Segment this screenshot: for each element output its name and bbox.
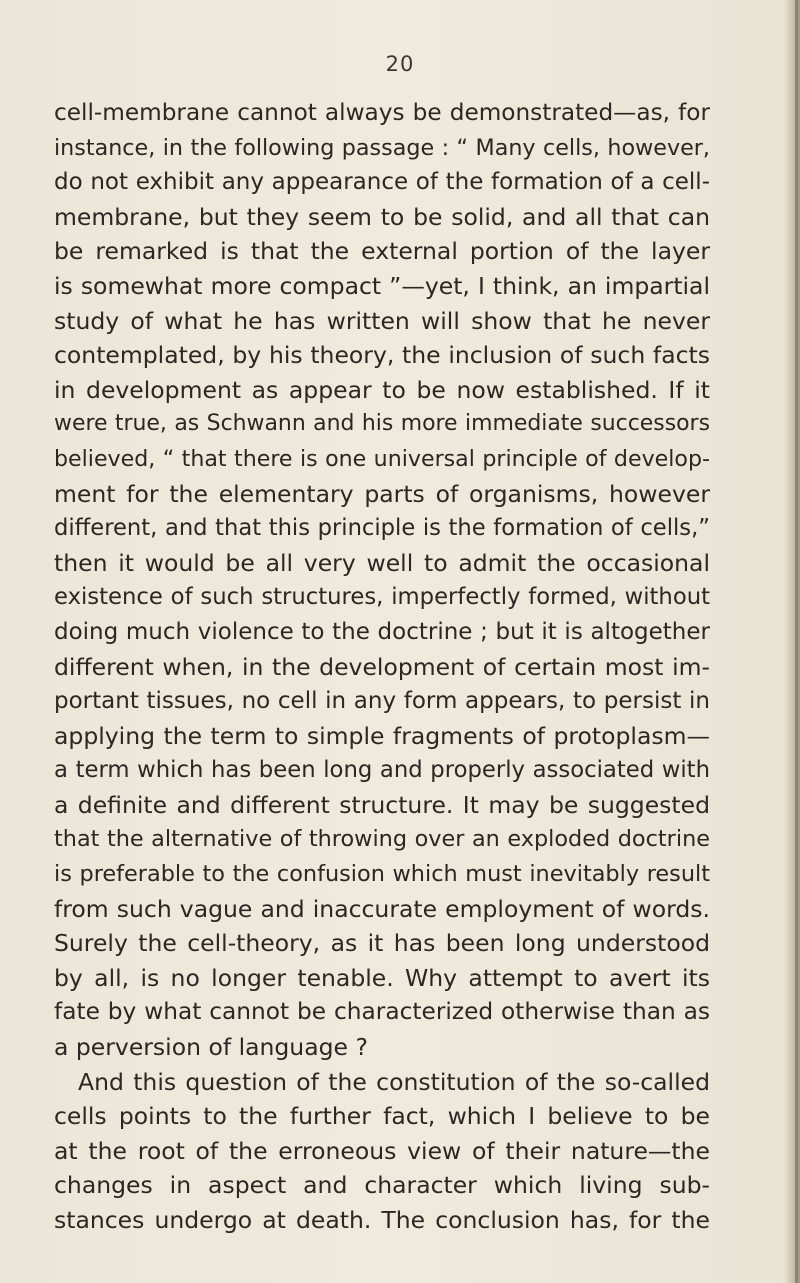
text-line: membrane, but they seem to be solid, and all that can	[54, 202, 710, 231]
text-line: applying the term to simple fragments of protoplasm—	[54, 721, 710, 750]
text-line: at the root of the erroneous view of their nature—the	[54, 1136, 710, 1165]
text-line: doing much violence to the doctrine ; but it is altogether	[54, 618, 710, 645]
text-line: different when, in the development of certain most im-	[54, 652, 710, 681]
text-line: study of what he has written will show that he never	[54, 306, 710, 335]
text-line: believed, “ that there is one universal principle of develop-	[54, 445, 710, 472]
body-text	[54, 96, 710, 1238]
text-line: in development as appear to be now established. If it	[54, 375, 710, 404]
text-line: changes in aspect and character which living sub-	[54, 1171, 710, 1200]
text-line: is somewhat more compact ”—yet, I think, an impartial	[54, 271, 710, 300]
text-line: is preferable to the confusion which must inevitably result	[54, 861, 710, 888]
text-line: from such vague and inaccurate employment of words.	[54, 894, 710, 923]
text-line: that the alternative of throwing over an exploded doctrine	[54, 826, 710, 853]
text-line: contemplated, by his theory, the inclusion of such facts	[54, 341, 710, 370]
text-line: do not exhibit any appearance of the formation of a cell-	[54, 169, 710, 196]
text-line: be remarked is that the external portion of the layer	[54, 237, 710, 266]
text-line: instance, in the following passage : “ Many cells, however,	[54, 134, 710, 161]
page-edge-line	[795, 0, 798, 1283]
text-line: a perversion of language ?	[54, 1033, 368, 1062]
text-line: cell-membrane cannot always be demonstrated—as, for	[54, 99, 710, 126]
text-line: And this question of the constitution of the so-called	[78, 1067, 710, 1096]
text-line: fate by what cannot be characterized otherwise than as	[54, 998, 710, 1026]
text-line: by all, is no longer tenable. Why attempt to avert its	[54, 963, 710, 992]
text-line: cells points to the further fact, which I believe to be	[54, 1102, 710, 1131]
text-line: a definite and different structure. It may be suggested	[54, 790, 710, 819]
page-number: 20	[385, 52, 415, 76]
text-line: then it would be all very well to admit the occasional	[54, 548, 710, 577]
text-line: stances undergo at death. The conclusion has, for the	[54, 1206, 710, 1234]
text-line: a term which has been long and properly associated with	[54, 757, 710, 784]
text-line: ment for the elementary parts of organisms, however	[54, 479, 710, 508]
text-line: existence of such structures, imperfectly formed, without	[54, 584, 710, 611]
text-line: different, and that this principle is the formation of cells,”	[54, 515, 710, 542]
text-line: were true, as Schwann and his more immediate successors	[54, 411, 710, 437]
text-line: portant tissues, no cell in any form appears, to persist in	[54, 688, 710, 715]
text-line: Surely the cell-theory, as it has been long understood	[54, 929, 710, 958]
